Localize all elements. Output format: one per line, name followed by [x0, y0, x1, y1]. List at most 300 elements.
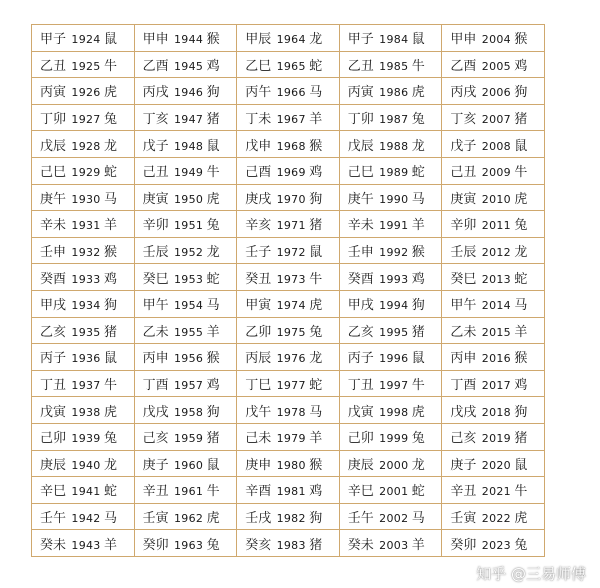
ganzhi-label: 甲戌 — [40, 298, 67, 314]
year-label: 1969 — [276, 166, 306, 180]
table-row — [32, 370, 545, 397]
table-cell — [32, 25, 135, 52]
zodiac-animal-label: 牛 — [309, 271, 323, 287]
ganzhi-label: 庚寅 — [450, 191, 477, 207]
zodiac-animal-label: 羊 — [309, 112, 323, 128]
year-label: 1936 — [71, 352, 101, 366]
zodiac-animal-label: 虎 — [411, 85, 425, 101]
zodiac-animal-label: 蛇 — [411, 165, 425, 181]
year-label: 1926 — [71, 86, 101, 100]
table-cell — [134, 131, 237, 158]
zodiac-animal-label: 猴 — [206, 32, 220, 48]
ganzhi-label: 己丑 — [142, 165, 169, 181]
table-cell — [134, 503, 237, 530]
table-cell — [442, 25, 545, 52]
zodiac-animal-label: 羊 — [411, 218, 425, 234]
table-cell — [32, 450, 135, 477]
ganzhi-label: 癸巳 — [450, 271, 477, 287]
year-label: 1998 — [379, 405, 409, 419]
year-label: 1962 — [173, 511, 204, 525]
table-cell — [134, 344, 237, 371]
ganzhi-label: 乙亥 — [347, 324, 374, 340]
ganzhi-label: 甲午 — [450, 298, 477, 314]
year-label: 1955 — [173, 325, 204, 339]
zodiac-animal-label: 猪 — [514, 112, 528, 128]
table-cell — [339, 397, 442, 424]
table-row — [32, 423, 545, 450]
table-cell — [134, 211, 237, 238]
ganzhi-label: 丙子 — [347, 351, 374, 367]
ganzhi-label: 癸未 — [40, 537, 67, 553]
table-cell — [32, 290, 135, 317]
year-label: 1965 — [276, 59, 306, 73]
table-cell — [237, 264, 340, 291]
ganzhi-label: 丙午 — [245, 85, 272, 101]
zodiac-animal-label: 龙 — [514, 245, 528, 261]
ganzhi-label: 辛丑 — [450, 484, 477, 500]
zodiac-animal-label: 狗 — [309, 510, 323, 526]
zodiac-animal-label: 鸡 — [309, 165, 323, 181]
ganzhi-label: 壬午 — [347, 510, 374, 526]
table-cell — [442, 423, 545, 450]
year-label: 2007 — [481, 113, 511, 127]
year-label: 1980 — [276, 458, 306, 472]
zodiac-animal-label: 狗 — [309, 191, 323, 207]
zodiac-year-table — [31, 24, 545, 557]
year-label: 1976 — [276, 352, 306, 366]
ganzhi-label: 庚子 — [450, 457, 477, 473]
ganzhi-label: 己酉 — [245, 165, 272, 181]
ganzhi-label: 丁丑 — [40, 378, 67, 394]
zodiac-animal-label: 猪 — [309, 537, 323, 553]
ganzhi-label: 甲申 — [142, 32, 169, 48]
table-cell — [134, 237, 237, 264]
zodiac-animal-label: 马 — [206, 298, 220, 314]
ganzhi-label: 壬申 — [347, 245, 374, 261]
zodiac-animal-label: 羊 — [104, 218, 118, 234]
ganzhi-label: 辛丑 — [142, 484, 169, 500]
zodiac-animal-label: 猴 — [514, 32, 528, 48]
ganzhi-label: 辛酉 — [245, 484, 272, 500]
zodiac-animal-label: 龙 — [309, 32, 323, 48]
table-row — [32, 51, 545, 78]
zodiac-animal-label: 虎 — [514, 191, 528, 207]
ganzhi-label: 庚午 — [347, 191, 374, 207]
ganzhi-label: 己亥 — [450, 431, 477, 447]
ganzhi-label: 丁亥 — [450, 112, 477, 128]
zodiac-animal-label: 兔 — [206, 218, 220, 234]
year-label: 1928 — [71, 139, 101, 153]
year-label: 1954 — [173, 299, 204, 313]
table-cell — [442, 157, 545, 184]
table-cell — [442, 131, 545, 158]
zodiac-animal-label: 龙 — [411, 457, 425, 473]
table-cell — [32, 104, 135, 131]
zodiac-animal-label: 马 — [514, 298, 528, 314]
table-cell — [237, 370, 340, 397]
year-label: 1996 — [379, 352, 409, 366]
table-cell — [237, 317, 340, 344]
ganzhi-label: 丁卯 — [347, 112, 374, 128]
table-row — [32, 397, 545, 424]
table-cell — [237, 450, 340, 477]
table-cell — [339, 25, 442, 52]
ganzhi-label: 乙酉 — [142, 58, 169, 74]
zodiac-animal-label: 猴 — [411, 245, 425, 261]
ganzhi-label: 丙寅 — [40, 85, 67, 101]
zodiac-animal-label: 兔 — [309, 324, 323, 340]
zodiac-animal-label: 马 — [411, 191, 425, 207]
table-cell — [442, 290, 545, 317]
ganzhi-label: 癸亥 — [245, 537, 272, 553]
ganzhi-label: 庚子 — [142, 457, 169, 473]
table-row — [32, 184, 545, 211]
year-label: 2008 — [481, 139, 511, 153]
zodiac-animal-label: 兔 — [411, 431, 425, 447]
table-cell — [339, 530, 442, 557]
ganzhi-label: 庚寅 — [142, 191, 169, 207]
year-label: 1950 — [173, 192, 204, 206]
table-cell — [237, 477, 340, 504]
table-cell — [32, 51, 135, 78]
zodiac-animal-label: 虎 — [411, 404, 425, 420]
table-cell — [134, 477, 237, 504]
zodiac-animal-label: 龙 — [206, 245, 220, 261]
table-cell — [442, 184, 545, 211]
ganzhi-label: 己卯 — [347, 431, 374, 447]
year-label: 1959 — [173, 432, 204, 446]
year-label: 1997 — [379, 379, 409, 393]
ganzhi-label: 戊辰 — [40, 138, 67, 154]
table-row — [32, 211, 545, 238]
zodiac-animal-label: 猪 — [104, 324, 118, 340]
zodiac-animal-label: 蛇 — [309, 378, 323, 394]
year-label: 1938 — [71, 405, 101, 419]
table-row — [32, 477, 545, 504]
year-label: 1947 — [173, 113, 204, 127]
table-cell — [339, 104, 442, 131]
zodiac-animal-label: 龙 — [411, 138, 425, 154]
year-label: 1975 — [276, 325, 306, 339]
table-cell — [134, 290, 237, 317]
zodiac-animal-label: 鼠 — [206, 138, 220, 154]
table-cell — [237, 503, 340, 530]
zodiac-animal-label: 马 — [411, 510, 425, 526]
year-label: 2000 — [379, 458, 409, 472]
year-label: 1973 — [276, 272, 306, 286]
table-cell — [442, 397, 545, 424]
table-cell — [237, 290, 340, 317]
year-label: 2020 — [481, 458, 511, 472]
zodiac-animal-label: 虎 — [104, 404, 118, 420]
table-row — [32, 503, 545, 530]
table-cell — [442, 450, 545, 477]
ganzhi-label: 壬申 — [40, 245, 67, 261]
table-cell — [32, 397, 135, 424]
table-row — [32, 104, 545, 131]
table-cell — [339, 423, 442, 450]
zodiac-animal-label: 鼠 — [104, 351, 118, 367]
year-label: 1949 — [173, 166, 204, 180]
zodiac-animal-label: 兔 — [104, 431, 118, 447]
year-label: 1940 — [71, 458, 101, 472]
ganzhi-label: 丙子 — [40, 351, 67, 367]
zodiac-animal-label: 鼠 — [411, 32, 425, 48]
table-cell — [32, 157, 135, 184]
table-cell — [134, 184, 237, 211]
ganzhi-label: 癸酉 — [347, 271, 374, 287]
year-label: 1993 — [379, 272, 409, 286]
year-label: 1927 — [71, 113, 101, 127]
zodiac-animal-label: 鸡 — [411, 271, 425, 287]
table-row — [32, 290, 545, 317]
year-label: 1990 — [379, 192, 409, 206]
table-cell — [237, 237, 340, 264]
zodiac-animal-label: 狗 — [206, 404, 220, 420]
year-label: 1972 — [276, 246, 306, 260]
year-label: 2005 — [481, 59, 511, 73]
table-cell — [134, 104, 237, 131]
ganzhi-label: 戊寅 — [40, 404, 67, 420]
year-label: 2013 — [481, 272, 511, 286]
year-label: 1966 — [276, 86, 306, 100]
table-row — [32, 157, 545, 184]
year-label: 1942 — [71, 511, 101, 525]
year-label: 1939 — [71, 432, 101, 446]
zodiac-animal-label: 虎 — [514, 510, 528, 526]
table-cell — [134, 530, 237, 557]
ganzhi-label: 丁巳 — [245, 378, 272, 394]
zodiac-animal-label: 牛 — [206, 484, 220, 500]
year-label: 2009 — [481, 166, 511, 180]
table-row — [32, 131, 545, 158]
table-row — [32, 25, 545, 52]
zodiac-animal-label: 猪 — [514, 431, 528, 447]
year-label: 2011 — [481, 219, 511, 233]
ganzhi-label: 甲戌 — [347, 298, 374, 314]
year-label: 1982 — [276, 511, 306, 525]
zodiac-animal-label: 虎 — [104, 85, 118, 101]
year-label: 1986 — [379, 86, 409, 100]
zodiac-animal-label: 鸡 — [514, 378, 528, 394]
table-cell — [442, 51, 545, 78]
ganzhi-label: 己巳 — [347, 165, 374, 181]
table-cell — [339, 78, 442, 105]
ganzhi-label: 壬寅 — [450, 510, 477, 526]
year-label: 2004 — [481, 33, 511, 47]
ganzhi-label: 丙申 — [450, 351, 477, 367]
ganzhi-label: 甲申 — [450, 32, 477, 48]
table-cell — [339, 503, 442, 530]
year-label: 1932 — [71, 246, 101, 260]
ganzhi-label: 壬辰 — [450, 245, 477, 261]
year-label: 2017 — [481, 379, 511, 393]
year-label: 1943 — [71, 538, 101, 552]
ganzhi-label: 甲午 — [142, 298, 169, 314]
year-label: 1988 — [379, 139, 409, 153]
zodiac-animal-label: 鸡 — [309, 484, 323, 500]
ganzhi-label: 丙寅 — [347, 85, 374, 101]
ganzhi-label: 乙未 — [142, 324, 169, 340]
table-cell — [339, 184, 442, 211]
zodiac-animal-label: 龙 — [309, 351, 323, 367]
year-label: 1974 — [276, 299, 306, 313]
year-label: 1953 — [173, 272, 204, 286]
ganzhi-label: 丁酉 — [450, 378, 477, 394]
ganzhi-label: 戊辰 — [347, 138, 374, 154]
ganzhi-label: 甲寅 — [245, 298, 272, 314]
year-label: 1944 — [173, 33, 204, 47]
table-cell — [442, 237, 545, 264]
zodiac-animal-label: 兔 — [206, 537, 220, 553]
ganzhi-label: 癸卯 — [450, 537, 477, 553]
year-label: 2015 — [481, 325, 511, 339]
zodiac-animal-label: 鼠 — [514, 457, 528, 473]
year-label: 2001 — [379, 485, 409, 499]
ganzhi-label: 乙酉 — [450, 58, 477, 74]
zodiac-animal-label: 蛇 — [411, 484, 425, 500]
zodiac-animal-label: 狗 — [411, 298, 425, 314]
ganzhi-label: 庚申 — [245, 457, 272, 473]
ganzhi-label: 丙戌 — [450, 85, 477, 101]
year-label: 1957 — [173, 379, 204, 393]
zodiac-animal-label: 蛇 — [104, 484, 118, 500]
table-cell — [237, 78, 340, 105]
year-label: 1970 — [276, 192, 306, 206]
zodiac-animal-label: 鸡 — [104, 271, 118, 287]
table-cell — [32, 423, 135, 450]
ganzhi-label: 己亥 — [142, 431, 169, 447]
year-label: 1967 — [276, 113, 306, 127]
table-cell — [442, 317, 545, 344]
ganzhi-label: 庚辰 — [347, 457, 374, 473]
year-label: 1951 — [173, 219, 204, 233]
table-cell — [237, 104, 340, 131]
zodiac-animal-label: 鸡 — [514, 58, 528, 74]
year-label: 1983 — [276, 538, 306, 552]
table-cell — [237, 397, 340, 424]
table-cell — [442, 104, 545, 131]
year-label: 2021 — [481, 485, 511, 499]
ganzhi-label: 癸丑 — [245, 271, 272, 287]
ganzhi-label: 辛巳 — [347, 484, 374, 500]
table-cell — [339, 317, 442, 344]
ganzhi-label: 丁酉 — [142, 378, 169, 394]
table-cell — [32, 370, 135, 397]
year-label: 1989 — [379, 166, 409, 180]
ganzhi-label: 戊寅 — [347, 404, 374, 420]
zodiac-animal-label: 龙 — [104, 457, 118, 473]
table-cell — [32, 78, 135, 105]
year-label: 2010 — [481, 192, 511, 206]
ganzhi-label: 庚辰 — [40, 457, 67, 473]
year-label: 1945 — [173, 59, 204, 73]
table-body — [32, 25, 545, 557]
zodiac-animal-label: 鼠 — [104, 32, 118, 48]
ganzhi-label: 丁丑 — [347, 378, 374, 394]
table-cell — [32, 477, 135, 504]
table-cell — [134, 397, 237, 424]
ganzhi-label: 辛亥 — [245, 218, 272, 234]
ganzhi-label: 己卯 — [40, 431, 67, 447]
table-cell — [32, 530, 135, 557]
table-cell — [237, 423, 340, 450]
table-cell — [442, 211, 545, 238]
year-label: 2023 — [481, 538, 511, 552]
year-label: 1977 — [276, 379, 306, 393]
year-label: 2014 — [481, 299, 511, 313]
ganzhi-label: 癸巳 — [142, 271, 169, 287]
ganzhi-label: 丁卯 — [40, 112, 67, 128]
table-cell — [237, 25, 340, 52]
table-row — [32, 264, 545, 291]
zodiac-animal-label: 马 — [309, 85, 323, 101]
table-cell — [237, 131, 340, 158]
zodiac-animal-label: 虎 — [206, 191, 220, 207]
ganzhi-label: 丁亥 — [142, 112, 169, 128]
table-row — [32, 317, 545, 344]
year-label: 1984 — [379, 33, 409, 47]
table-cell — [442, 78, 545, 105]
year-label: 2003 — [379, 538, 409, 552]
zodiac-animal-label: 鸡 — [206, 378, 220, 394]
ganzhi-label: 戊午 — [245, 404, 272, 420]
ganzhi-label: 甲子 — [40, 32, 67, 48]
ganzhi-label: 己巳 — [40, 165, 67, 181]
watermark: 知乎 @三易师傅 — [476, 565, 586, 583]
zodiac-animal-label: 牛 — [514, 484, 528, 500]
ganzhi-label: 壬辰 — [142, 245, 169, 261]
year-label: 1948 — [173, 139, 204, 153]
zodiac-animal-label: 马 — [309, 404, 323, 420]
zodiac-animal-label: 兔 — [411, 112, 425, 128]
zodiac-animal-label: 虎 — [309, 298, 323, 314]
table-row — [32, 237, 545, 264]
table-cell — [339, 157, 442, 184]
ganzhi-label: 辛未 — [347, 218, 374, 234]
year-label: 1952 — [173, 246, 204, 260]
table-cell — [339, 264, 442, 291]
zodiac-animal-label: 蛇 — [104, 165, 118, 181]
table-cell — [134, 25, 237, 52]
year-label: 1956 — [173, 352, 204, 366]
year-label: 1991 — [379, 219, 409, 233]
year-label: 1987 — [379, 113, 409, 127]
zodiac-animal-label: 羊 — [411, 537, 425, 553]
table-cell — [339, 51, 442, 78]
table-cell — [32, 131, 135, 158]
year-label: 1960 — [173, 458, 204, 472]
year-label: 1937 — [71, 379, 101, 393]
ganzhi-label: 戊子 — [142, 138, 169, 154]
table-cell — [32, 211, 135, 238]
zodiac-animal-label: 蛇 — [514, 271, 528, 287]
year-label: 2012 — [481, 246, 511, 260]
year-label: 1971 — [276, 219, 306, 233]
table-cell — [442, 530, 545, 557]
zodiac-animal-label: 鸡 — [206, 58, 220, 74]
year-label: 2022 — [481, 511, 511, 525]
ganzhi-label: 丙申 — [142, 351, 169, 367]
table-cell — [339, 370, 442, 397]
year-label: 1979 — [276, 432, 306, 446]
ganzhi-label: 乙亥 — [40, 324, 67, 340]
year-label: 1924 — [71, 33, 101, 47]
zodiac-animal-label: 羊 — [514, 324, 528, 340]
year-label: 1999 — [379, 432, 409, 446]
zodiac-animal-label: 羊 — [309, 431, 323, 447]
zodiac-animal-label: 羊 — [104, 537, 118, 553]
